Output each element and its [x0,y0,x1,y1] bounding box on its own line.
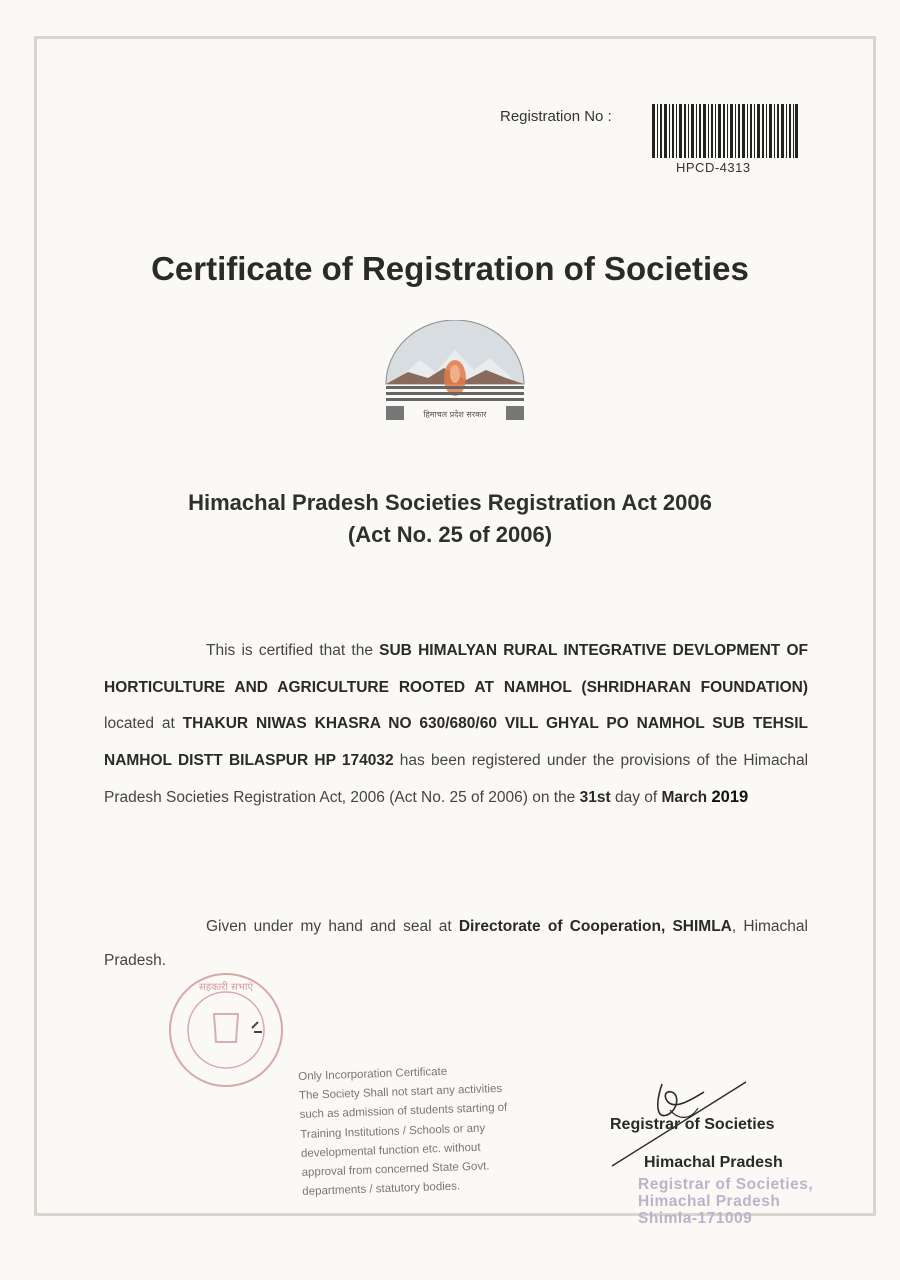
registrar-stamp: Registrar of Societies, Himachal Pradesh Shimla-171009 [638,1176,814,1227]
act-title: Himachal Pradesh Societies Registration Act 2006 [188,490,712,515]
given-place: Directorate of Cooperation, SHIMLA [458,918,732,935]
registration-month: March [661,789,708,807]
certification-paragraph: This is certified that the SUB HIMALYAN RURAL INTEGRATIVE DEVLOPMENT OF HORTICULTURE AND AGRICULTURE ROOTED AT NAMHOL (SHRIDHARAN FOUNDATION) located at THAKUR NIWAS KHASRA NO 630/680/60 VILL GHYAL PO NAMHOL SUB TEHSIL NAMHOL DISTT BILASPUR HP 174032 has been registered under the provisions of the Himachal Pradesh Societies Registration Act, 2006 (Act No. 25 of 2006) on the 31st day of March 2019 [104,642,809,807]
signatory-title: Registrar of Societies [610,1116,775,1133]
society-name: SUB HIMALYAN RURAL INTEGRATIVE DEVLOPMENT OF HORTICULTURE AND AGRICULTURE ROOTED AT NAMHOL (SHRIDHARAN FOUNDATION) [104,642,808,696]
registration-code: HPCD-4313 [676,160,751,175]
registration-year: 2019 [711,788,749,807]
barcode [652,104,798,158]
emblem-caption: हिमाचल प्रदेश सरकार [423,410,487,419]
society-address: THAKUR NIWAS KHASRA NO 630/680/60 VILL GHYAL PO NAMHOL SUB TEHSIL NAMHOL DISTT BILASPUR HP 174032 [104,715,808,769]
signatory-state: Himachal Pradesh [644,1154,783,1171]
given-under-paragraph: Given under my hand and seal at Directorate of Cooperation, SHIMLA, Himachal Pradesh. [104,918,808,969]
certificate-title: Certificate of Registration of Societies [151,250,749,287]
seal-text: सहकारी सभाएं [198,982,254,993]
act-number: (Act No. 25 of 2006) [347,522,553,547]
hp-government-emblem [382,320,528,424]
certificate-border [34,36,876,1216]
incorporation-note: Only Incorporation Certificate The Society Shall not start any activities such as admission of students starting of Training Institutions / Schools or any developmental function etc. without approval from concerned State Govt. departments / statutory bodies. [298,1065,508,1199]
registration-day: 31st [579,789,611,807]
registration-label: Registration No : [500,108,612,125]
official-seal [166,970,286,1090]
